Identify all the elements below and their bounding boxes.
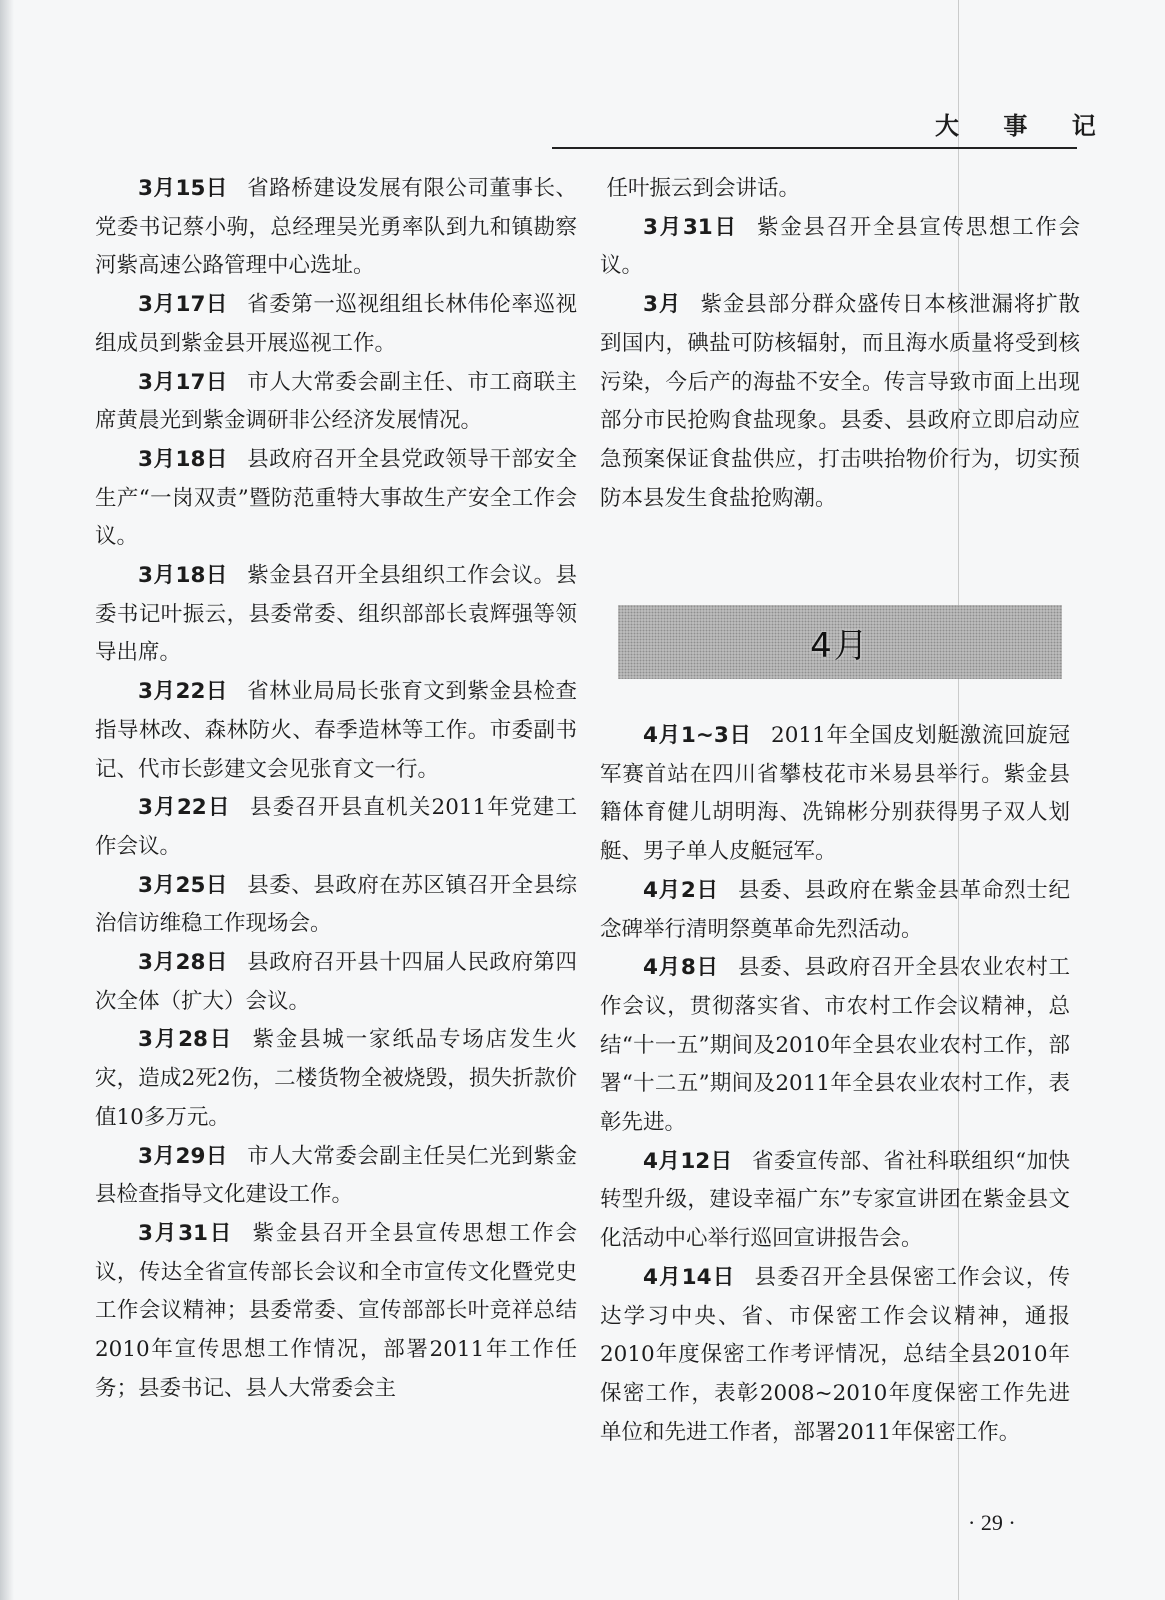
event-text: 县政府召开全县党政领导干部安全生产“一岗双责”暨防范重特大事故生产安全工作会议。 [95, 446, 577, 550]
event-text: 2011年全国皮划艇激流回旋冠军赛首站在四川省攀枝花市米易县举行。紫金县籍体育健儿胡明海、冼锦彬分别获得男子双人划艇、男子单人皮艇冠军。 [600, 723, 1070, 865]
event-date: 3月15日 [138, 176, 228, 201]
event-date: 3月29日 [138, 1143, 228, 1169]
event-date: 3月18日 [138, 446, 228, 472]
event-entry [95, 170, 577, 286]
event-text: 县委、县政府在紫金县革命烈士纪念碑举行清明祭奠革命先烈活动。 [600, 877, 1070, 942]
event-entry [600, 209, 1080, 286]
event-date: 3月28日 [138, 1027, 234, 1053]
event-entry [600, 872, 1070, 949]
event-text: 紫金县城一家纸品专场店发生火灾，造成2死2伤，二楼货物全被烧毁，损失折款价值10多万元。 [95, 1027, 577, 1130]
event-entry [600, 286, 1080, 518]
event-entry [95, 557, 577, 673]
event-date: 3月22日 [138, 795, 231, 821]
april-event-list [600, 717, 1070, 1452]
event-text: 县委、县政府召开全县农业农村工作会议，贯彻落实省、市农村工作会议精神，总结“十一五”期间及2010年全县农业农村工作，部署“十二五”期间及2011年全县农业农村工作，表彰先进。 [600, 955, 1070, 1136]
event-entry [95, 286, 577, 363]
page-edge-shadow [0, 0, 14, 1600]
event-entry [600, 1259, 1070, 1453]
event-date: 4月1~3日 [643, 723, 752, 748]
event-text: 省林业局局长张育文到紫金县检查指导林改、森林防火、春季造林等工作。市委副书记、代市长彭建文会见张育文一行。 [95, 679, 577, 782]
event-date: 4月12日 [643, 1148, 733, 1174]
event-text: 紫金县召开全县宣传思想工作会议，传达全省宣传部长会议和全市宣传文化暨党史工作会议精神；县委常委、宣传部部长叶竞祥总结2010年宣传思想工作情况，部署2011年工作任务；县委书记、县人大常委会主 [95, 1220, 577, 1401]
event-date: 3月18日 [138, 563, 228, 589]
event-date: 3月31日 [138, 1220, 234, 1246]
event-text: 省路桥建设发展有限公司董事长、党委书记蔡小驹，总经理吴光勇率队到九和镇勘察河紫高速公路管理中心选址。 [95, 176, 577, 279]
month-banner-label: 4月 [810, 625, 870, 666]
event-entry [95, 789, 577, 866]
event-entry [95, 441, 577, 557]
event-text: 市人大常委会副主任、市工商联主席黄晨光到紫金调研非公经济发展情况。 [95, 369, 577, 434]
event-date: 3月31日 [643, 214, 738, 240]
event-continuation: 任叶振云到会讲话。 [606, 176, 800, 201]
event-entry [95, 1021, 577, 1137]
event-text: 县政府召开县十四届人民政府第四次全体（扩大）会议。 [95, 950, 577, 1014]
event-text: 省委第一巡视组组长林伟伦率巡视组成员到紫金县开展巡视工作。 [95, 292, 577, 356]
left-column [95, 170, 577, 1409]
event-entry [95, 673, 577, 789]
event-entry [95, 1138, 577, 1215]
event-date: 3月28日 [138, 950, 228, 976]
section-title: 大 事 记 [935, 112, 1114, 140]
event-text: 紫金县部分群众盛传日本核泄漏将扩散到国内，碘盐可防核辐射，而且海水质量将受到核污染，今后产的海盐不安全。传言导致市面上出现部分市民抢购食盐现象。县委、县政府立即启动应急预案保证食盐供应，打击哄抬物价行为，切实预防本县发生食盐抢购潮。 [600, 292, 1080, 511]
right-column [600, 170, 1080, 518]
event-entry [95, 364, 577, 441]
event-date: 3月17日 [138, 369, 228, 395]
event-entry [95, 1215, 577, 1409]
event-entry [600, 717, 1070, 872]
event-date: 3月25日 [138, 872, 228, 898]
event-text: 紫金县召开全县组织工作会议。县委书记叶振云，县委常委、组织部部长袁辉强等领导出席。 [95, 563, 577, 666]
event-text: 紫金县召开全县宣传思想工作会议。 [600, 214, 1080, 279]
event-date: 3月22日 [138, 679, 228, 705]
event-entry [95, 867, 577, 944]
event-date: 4月2日 [643, 877, 719, 903]
header-rule [552, 147, 1077, 149]
event-entry [95, 944, 577, 1021]
event-entry [600, 1143, 1070, 1259]
event-date: 3月 [643, 292, 682, 318]
event-date: 4月8日 [643, 955, 719, 981]
event-date: 3月17日 [138, 292, 228, 318]
month-banner [618, 605, 1062, 679]
event-text: 省委宣传部、省社科联组织“加快转型升级，建设幸福广东”专家宣讲团在紫金县文化活动中心举行巡回宣讲报告会。 [600, 1148, 1070, 1252]
page-number: · 29 · [968, 1510, 1016, 1535]
event-date: 4月14日 [643, 1264, 736, 1290]
event-text: 县委召开县直机关2011年党建工作会议。 [95, 795, 578, 859]
event-text: 县委、县政府在苏区镇召开全县综治信访维稳工作现场会。 [95, 872, 577, 937]
event-entry [600, 949, 1070, 1143]
event-text: 县委召开全县保密工作会议，传达学习中央、省、市保密工作会议精神，通报2010年度保密工作考评情况，总结全县2010年保密工作，表彰2008~2010年度保密工作先进单位和先进工作者，部署2011年保密工作。 [600, 1264, 1070, 1445]
event-text: 市人大常委会副主任吴仁光到紫金县检查指导文化建设工作。 [95, 1143, 577, 1208]
